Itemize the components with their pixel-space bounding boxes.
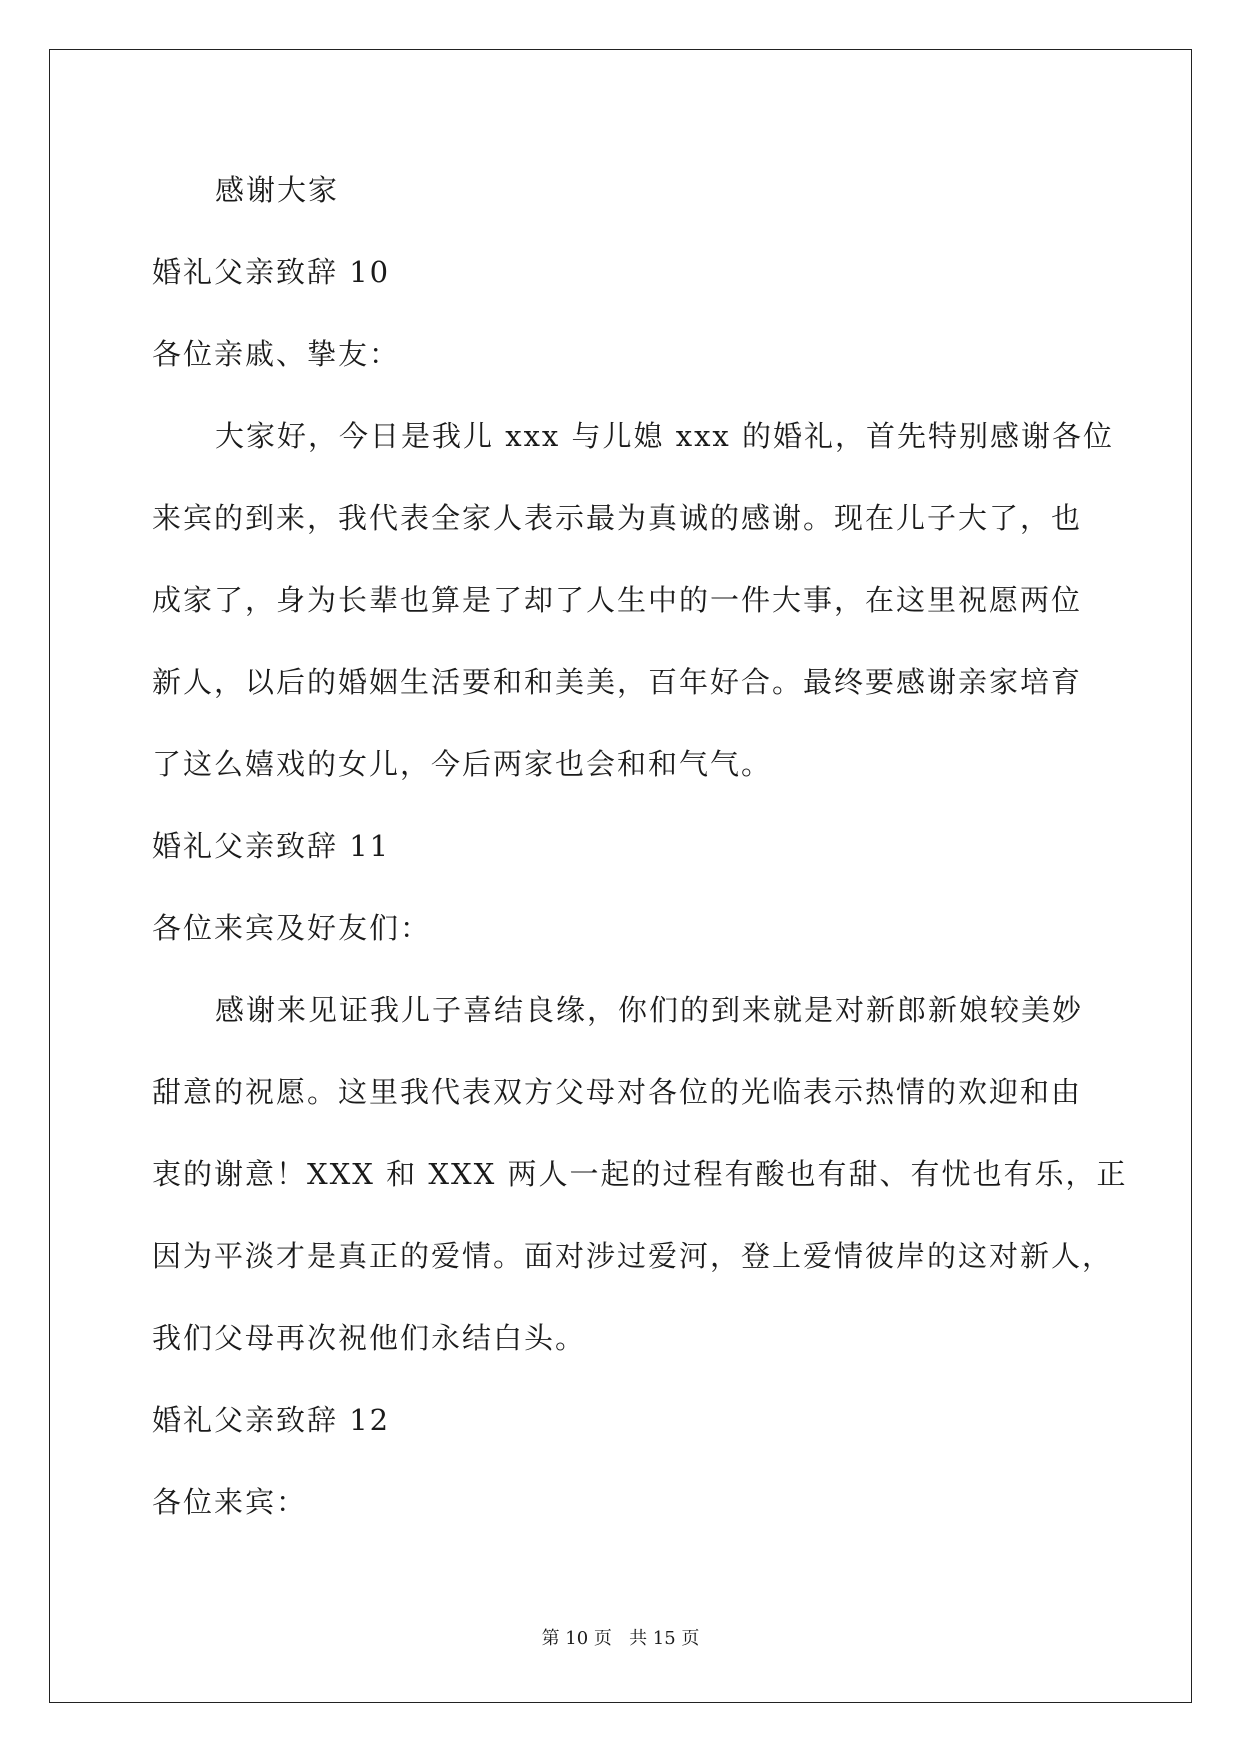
paragraph-line: 大家好，今日是我儿 xxx 与儿媳 xxx 的婚礼，首先特别感谢各位 — [215, 419, 1115, 453]
paragraph-line: 感谢来见证我儿子喜结良缘，你们的到来就是对新郎新娘较美妙 — [215, 993, 1084, 1027]
page-number-footer: 第 10 页 共 15 页 — [541, 1628, 700, 1649]
paragraph-line: 新人，以后的婚姻生活要和和美美，百年好合。最终要感谢亲家培育 — [152, 665, 1083, 699]
paragraph-line: 衷的谢意！XXX 和 XXX 两人一起的过程有酸也有甜、有忧也有乐，正 — [152, 1157, 1128, 1191]
salutation-12: 各位来宾： — [152, 1485, 308, 1519]
paragraph-line: 成家了，身为长辈也算是了却了人生中的一件大事，在这里祝愿两位 — [152, 583, 1083, 617]
section-heading-10: 婚礼父亲致辞 10 — [152, 255, 391, 289]
salutation-11: 各位来宾及好友们： — [152, 911, 432, 945]
salutation-10: 各位亲戚、挚友： — [152, 337, 401, 371]
paragraph-line: 甜意的祝愿。这里我代表双方父母对各位的光临表示热情的欢迎和由 — [152, 1075, 1083, 1109]
paragraph-line: 我们父母再次祝他们永结白头。 — [152, 1321, 587, 1355]
section-heading-12: 婚礼父亲致辞 12 — [152, 1403, 391, 1437]
paragraph-line: 来宾的到来，我代表全家人表示最为真诚的感谢。现在儿子大了，也 — [152, 501, 1083, 535]
section-heading-11: 婚礼父亲致辞 11 — [152, 829, 391, 863]
closing-line: 感谢大家 — [215, 173, 340, 207]
paragraph-line: 了这么嬉戏的女儿，今后两家也会和和气气。 — [152, 747, 773, 781]
paragraph-line: 因为平淡才是真正的爱情。面对涉过爱河，登上爱情彼岸的这对新人， — [152, 1239, 1114, 1273]
page-border — [49, 49, 1192, 1703]
